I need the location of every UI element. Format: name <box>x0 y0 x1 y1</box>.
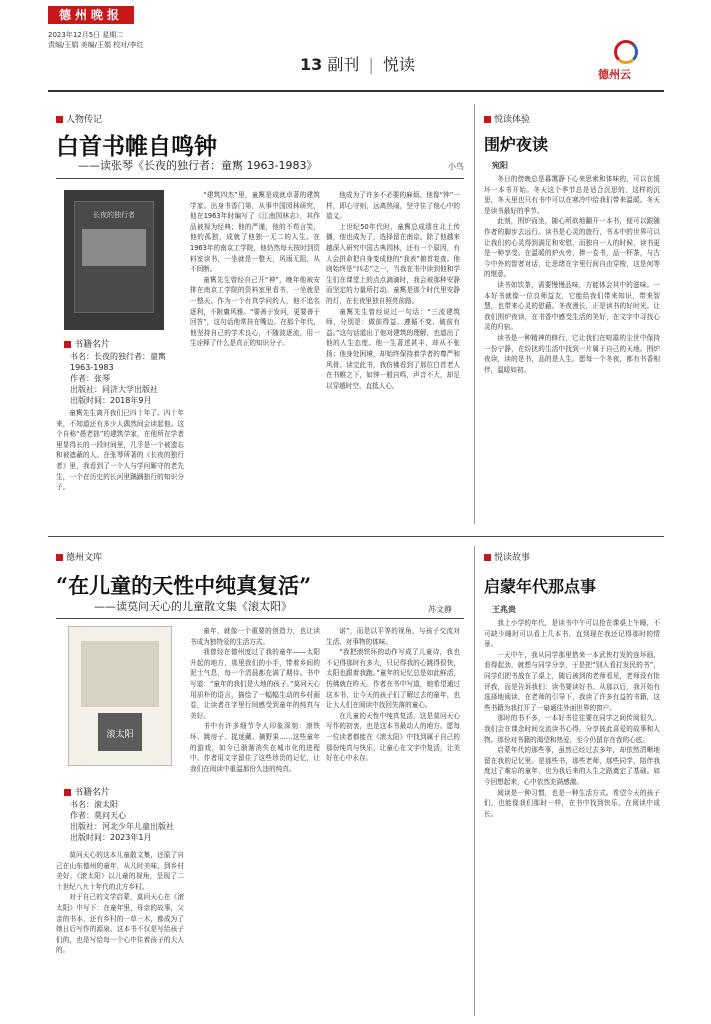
page-label <box>300 52 415 75</box>
article1-book-info <box>64 340 184 406</box>
article3-section-tag: 德州文库 <box>56 550 102 563</box>
book-info-line: 1963-1983 <box>70 363 114 372</box>
paragraph: 在儿童的天性中纯真复活，这是莫问天心写作的初衷，也是这本书最动人的地方。愿每一位读者都能在《滚太阳》中找到属于自己的那份纯真与快乐，让童心在文字中复活，让美好在心中永存。 <box>326 711 460 763</box>
paragraph: 童寯先生离开我们已四十年了。四十年来，不知道还有多少人偶然间会读起他。这个自称“愚老拙”的建筑学家，在他所在学者里显得长的一段时间里，几乎是一个被遗忘和被遮蔽的人。在张琴所著的《长夜的独行者》里，我看到了一个人与学问厮守的老先生，一个在历史的长河里踽踽独行的知识分子。 <box>56 409 184 492</box>
paragraph: 对于自己的文学启蒙，莫问天心在《滚太阳》中写下：在童年里，母亲的故事，父亲的书本，还有乡村的一草一木，都成为了她日后写作的源泉。这本书不仅是写给孩子们的，也是写给每一个心中住着孩子的大人的。 <box>56 893 184 955</box>
article1-rule <box>56 178 464 179</box>
paragraph: 我上小学的年代，是读书中午可以抢在课桌上午睡，不可缺少睡时可以看上几本书，直到现在我还记得那时的情景。 <box>484 619 660 649</box>
article3-author: 苏文静 <box>428 605 452 614</box>
paragraph: 上世纪50年代时，童寯总成绩在北上传播，他也成为了，选择留在南京。除了他越来越深入研究中国古典园林，还有一个原因，有人会拼命把自身变成他的“我表”俯首复查。他则始终是“四志”之一，当我在书中读到他和学生们在课堂上的点点滴滴时，我会被那种安静而坚定的力量所打动。童寯是那个时代里安静的灯，在长夜里独自照亮前路。 <box>326 222 460 305</box>
paragraph: 冬日的傍晚总是暮霭静下心来思索和体味的，可以在缓坏一本书开始。冬天这个季节总是适合沉思的，这样的沉思，冬天里也只有书中可以在寒冷中给我们带来温暖。冬天是读书最好的季节。 <box>484 175 660 215</box>
paragraph: 读书如饮茶，需要慢慢品味，方能体会其中的滋味。一本好书就像一位良师益友，它能给我们带来知识，带来智慧，也带来心灵的慰藉。冬夜漫长，正是读书的好时光。让我们围炉夜读，在书香中感受生活的美好，在文字中寻找心灵的归宿。 <box>484 280 660 332</box>
article1-col2-text <box>190 190 320 518</box>
article3-col1-text <box>56 850 184 1016</box>
article1-title: 白首书帷自鸣钟 <box>56 133 217 160</box>
article4-author: 王兆贵 <box>492 605 516 614</box>
paragraph: 读书是一种精神的修行，它让我们在喧嚣的尘世中保持一份宁静，在纷扰的生活中找到一片属于自己的天地。围炉夜读，读的是书，品的是人生。愿每一个冬夜，都有书香相伴，温暖如初。 <box>484 333 660 374</box>
column-divider <box>474 104 475 524</box>
article4-section-tag: 悦读故事 <box>484 550 530 563</box>
article1-book-cover <box>64 190 164 330</box>
article2-title: 围炉夜读 <box>484 135 549 154</box>
book-info-line: 书名：滚太阳 <box>70 800 118 809</box>
paper-logo: 德州晚报 <box>48 6 134 24</box>
paragraph: 那时的书不多，一本好书往往要在同学之间传阅很久。我们会在课余时间交流读书心得，分享彼此喜爱的故事和人物。那份对书籍的渴望和热爱，至今仍留存在我的心底。 <box>484 714 660 744</box>
article3-title: “在儿童的天性中纯真复活” <box>56 573 312 598</box>
masthead-rule <box>48 90 664 92</box>
paragraph: 此刻，围炉而坐，随心所欲地翻开一本书，便可以跟随作者的脚步去远行。读书是心灵的旅行，书本中的世界可以让我们的心灵得到满足和安慰，而独自一人的时候，读书更是一种享受。在温暖的炉火旁，捧一卷书，品一杯茶，与古今中外的智者对话，让思绪在字里行间自由穿梭，这是何等的惬意。 <box>484 217 660 279</box>
article3-book-info <box>64 788 188 843</box>
paragraph: 书中有许多细节令人印象深刻：滚铁环、跳房子、捉迷藏、摘野果……这些童年的游戏，如今已渐渐消失在城市化的进程中。作者用文字留住了这些珍贵的记忆，让我们在阅读中重温那份久违的纯真。 <box>190 722 320 773</box>
column-divider <box>474 546 475 1016</box>
cover-title: 长夜的独行者 <box>93 210 135 219</box>
article3-subtitle: ——读莫问天心的儿童散文集《滚太阳》 <box>94 600 292 613</box>
book-info-tag: 书籍名片 <box>64 788 188 799</box>
article3-book-cover <box>68 626 172 766</box>
editors-line: 责编/王娟 美编/王娟 校对/李红 <box>48 41 144 49</box>
article3-col2-text <box>190 626 320 1016</box>
cover-photo <box>82 229 146 265</box>
paragraph: 诺”，而是以平等的视角，与孩子交流对生活、对事物的体味。 <box>326 627 460 646</box>
dezhouyun-logo-icon <box>614 40 638 64</box>
page-name: 副刊 <box>327 55 360 74</box>
paragraph: 童年，就像一个重要的创造力，也让读书成为独特爱的生活方式。 <box>190 627 320 646</box>
book-info-line: 书名：长夜的独行者：童寯 <box>70 352 166 361</box>
cover-title: 滚太阳 <box>98 713 143 752</box>
book-info-line: 出版时间：2023年1月 <box>70 833 152 842</box>
article3-col3-text <box>326 626 460 1016</box>
paragraph: 阅读是一种习惯，也是一种生活方式。希望今天的孩子们，也能像我们那时一样，在书中找到快乐，在阅读中成长。 <box>484 788 660 818</box>
article1-col1-text <box>56 408 184 518</box>
article4-text <box>484 618 660 1016</box>
book-info-line: 出版社：同济大学出版社 <box>70 385 158 394</box>
date-line: 2023年12月5日 星期二 <box>48 31 124 39</box>
book-info-lines <box>64 351 184 406</box>
cover-illustration <box>81 641 159 707</box>
article1-col3-text <box>326 190 460 518</box>
paragraph: “我把滚铁环的动作写成了儿童诗，我也不记得那时有多大，只记得我的心跳得很快，太阳也跟着我跑。”童年的记忆总是如此鲜活，仿佛就在昨天。作者在书中写道，她希望通过这本书，让今天的孩子们了解过去的童年，也让大人们在阅读中找回失落的童心。 <box>326 648 460 710</box>
paragraph: 我曾经在德州度过了我的童年——太阳升起的地方，那里我们的小手，带着乡间的泥土气息，每一个清晨都充满了期待。书中写道：“童年的我们是大地的孩子。”莫问天心用质朴的语言，描绘了一幅幅生动的乡村画卷，让读者在字里行间感受到童年的纯真与美好。 <box>190 648 320 720</box>
article1-author: 小鸟 <box>448 162 464 171</box>
paragraph: “建筑四杰”里，童寯是成就卓著的建筑学家。出身书香门第，从事中国园林研究，他在1963年时编写了《江南园林志》，其作品被视为经典；他的严谨，他的不苟言笑，他的孤独，成就了他独一无二的人生。在1963年的南京工学院，他仍然每天按时到资料室读书，一坐就是一整天，风雨无阻，从不间断。 <box>190 191 320 274</box>
dezhouyun-logo-text: 德州云 <box>598 68 631 81</box>
book-info-line: 出版时间：2018年9月 <box>70 396 152 405</box>
page-section: 悦读 <box>382 55 415 74</box>
paragraph: 童寯先生曾经说过一句话：“三流建筑师，分别是：做前得益、遵循不变、破前有益。”这句话道出了他对建筑的理解，也道出了他的人生态度。他一生著述甚丰，却从不张扬；他身处困境，却始终保持着学者的尊严和风骨。读完此书，我仿佛看到了那位白首老人在书帷之下，如钟一般自鸣，声音不大，却足以穿越时空，直抵人心。 <box>326 307 460 390</box>
paragraph: 童寯先生曾经自己开“神”，晚年他被安排在南京工学院的资料室里看书，一坐就是一整天。作为一个有真学问的人，他不追名逐利，不附庸风雅。“要善于发问，更要善于回答”，这句话他常挂在嘴边。在那个年代，他坚持自己的学术良心，不随波逐流，用一生诠释了什么是真正的知识分子。 <box>190 275 320 348</box>
paragraph: 一天中午，我从同学那里借来一本武侠打发的连环画，看得起劲，就想与同学分享，于是把“别人看打发民的书”，同学们把书放在了桌上，随后被到的老师看见，老师没有批评我，而是告诉我们：读书要读好书。从那以后，我开始有选择地阅读，在老师的引导下，我读了许多有益的书籍，这些书籍为我打开了一扇通往外面世界的窗户。 <box>484 650 660 712</box>
article2-text <box>484 174 660 520</box>
section-rule <box>48 536 664 537</box>
article4-title: 启蒙年代那点事 <box>484 577 597 596</box>
page-number: 13 <box>300 55 323 74</box>
book-info-line: 作者：莫问天心 <box>70 811 126 820</box>
article1-section-tag: 人物传记 <box>56 112 102 125</box>
book-info-line: 出版社：河北少年儿童出版社 <box>70 822 174 831</box>
paragraph: 他成为了许多不必要的麻烦。他像“钟”一样，即心守则，远离热闹，坚守住了他心中的道义。 <box>326 191 460 221</box>
dezhouyun-logo <box>598 40 660 80</box>
paragraph: 莫问天心的这本儿童散文集，还原了自己在山东德州的童年，从儿时美味，到乡村美好，《滚太阳》以儿童的视角，呈现了二十世纪八九十年代的北方乡村。 <box>56 851 184 891</box>
article1-subtitle: ——读张琴《长夜的独行者：童寯 1963-1983》 <box>78 159 318 172</box>
book-info-tag: 书籍名片 <box>64 340 184 351</box>
book-info-line: 作者：张琴 <box>70 374 110 383</box>
masthead <box>0 0 711 92</box>
article2-section-tag: 悦读体验 <box>484 112 530 125</box>
paragraph: 启蒙年代的那些事，虽然已经过去多年，却依然清晰地留在我的记忆里。是那些书，那些老师，那些同学，陪伴我度过了难忘的童年，也为我后来的人生之路奠定了基础。如今回想起来，心中依然充满感激。 <box>484 746 660 786</box>
page-separator: | <box>368 55 374 74</box>
book-info-lines <box>64 799 188 843</box>
article2-author: 宛阳 <box>492 161 508 170</box>
article3-rule <box>56 618 464 619</box>
